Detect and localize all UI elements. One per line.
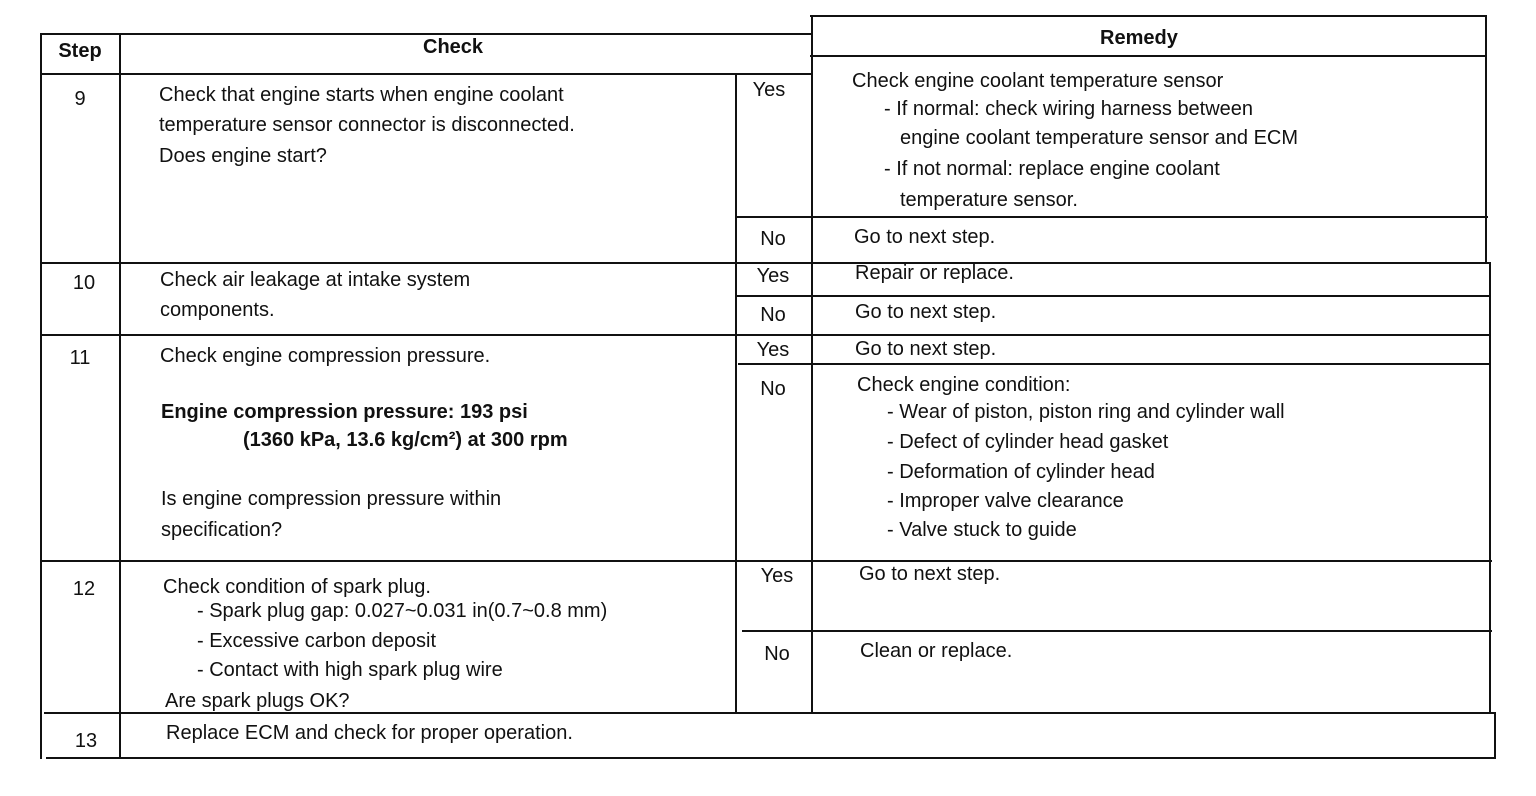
step-column-divider <box>119 33 121 759</box>
table-border-right-bottom <box>1494 712 1496 759</box>
row10-check-line2: components. <box>160 299 275 321</box>
row11-no-remedy-title: Check engine condition: <box>857 374 1071 396</box>
step-9: 9 <box>74 88 86 110</box>
row9-yes-label: Yes <box>752 79 786 101</box>
row12-check-item1: - Spark plug gap: 0.027~0.031 in(0.7~0.8 mm) <box>197 600 608 622</box>
row9-yes-remedy-line4: - If not normal: replace engine coolant <box>884 158 1220 180</box>
row10-no-label: No <box>760 304 786 326</box>
row9-no-remedy: Go to next step. <box>854 226 996 248</box>
header-step: Step <box>58 40 102 62</box>
row11-spec-line2: (1360 kPa, 13.6 kg/cm²) at 300 rpm <box>243 429 568 451</box>
row12-yes-remedy: Go to next step. <box>859 563 1001 585</box>
table-border-right <box>1485 15 1487 263</box>
row9-yes-remedy-line5: temperature sensor. <box>900 189 1078 211</box>
row9-yes-no-divider <box>735 216 1488 218</box>
step-10: 10 <box>72 272 96 294</box>
step-13: 13 <box>74 730 98 752</box>
row9-check-line2: temperature sensor connector is disconnected. <box>159 114 575 136</box>
row12-yes-no-divider <box>742 630 1492 632</box>
row10-yes-no-divider <box>735 295 1490 297</box>
row11-no-remedy-item4: - Improper valve clearance <box>887 490 1124 512</box>
row9-yes-remedy-line2: - If normal: check wiring harness between <box>884 98 1254 120</box>
row9-no-label: No <box>760 228 786 250</box>
row11-no-remedy-item5: - Valve stuck to guide <box>887 519 1077 541</box>
row10-no-remedy: Go to next step. <box>855 301 997 323</box>
table-border-top-right <box>810 15 1486 17</box>
table-border-right-lower <box>1489 262 1491 712</box>
step-12: 12 <box>72 578 96 600</box>
row11-yes-remedy: Go to next step. <box>855 338 997 360</box>
row12-no-label: No <box>764 643 790 665</box>
header-divider-right <box>810 55 1486 57</box>
row10-yes-remedy: Repair or replace. <box>855 262 1014 284</box>
row9-yes-remedy-line3: engine coolant temperature sensor and ECM <box>900 127 1299 149</box>
row12-check-item2: - Excessive carbon deposit <box>197 630 437 652</box>
header-remedy: Remedy <box>1100 27 1178 49</box>
table-border-bottom <box>46 757 1496 759</box>
table-border-left <box>40 33 42 759</box>
row12-check: Check condition of spark plug. <box>163 576 431 598</box>
row10-yes-label: Yes <box>756 265 790 287</box>
row10-check-line1: Check air leakage at intake system <box>160 269 471 291</box>
row9-check-line3: Does engine start? <box>159 145 327 167</box>
row11-question-line2: specification? <box>161 519 283 541</box>
row11-check: Check engine compression pressure. <box>160 345 491 367</box>
row11-yes-no-divider <box>738 363 1490 365</box>
row12-check-item3: - Contact with high spark plug wire <box>197 659 503 681</box>
row9-yes-remedy-line1: Check engine coolant temperature sensor <box>852 70 1224 92</box>
row11-no-remedy-item1: - Wear of piston, piston ring and cylinder wall <box>887 401 1285 423</box>
row9-check-line1: Check that engine starts when engine coolant <box>159 84 564 106</box>
header-divider-left <box>40 73 812 75</box>
row12-yes-label: Yes <box>760 565 794 587</box>
row11-yes-label: Yes <box>756 339 790 361</box>
row11-no-remedy-item3: - Deformation of cylinder head <box>887 461 1155 483</box>
row11-spec-line1: Engine compression pressure: 193 psi <box>161 401 528 423</box>
header-check: Check <box>423 36 484 58</box>
row11-no-label: No <box>760 378 786 400</box>
row11-no-remedy-item2: - Defect of cylinder head gasket <box>887 431 1169 453</box>
row11-question-line1: Is engine compression pressure within <box>161 488 502 510</box>
row12-question: Are spark plugs OK? <box>165 690 350 712</box>
row13-check: Replace ECM and check for proper operation. <box>166 722 573 744</box>
row12-no-remedy: Clean or replace. <box>860 640 1013 662</box>
step-11: 11 <box>69 347 91 369</box>
